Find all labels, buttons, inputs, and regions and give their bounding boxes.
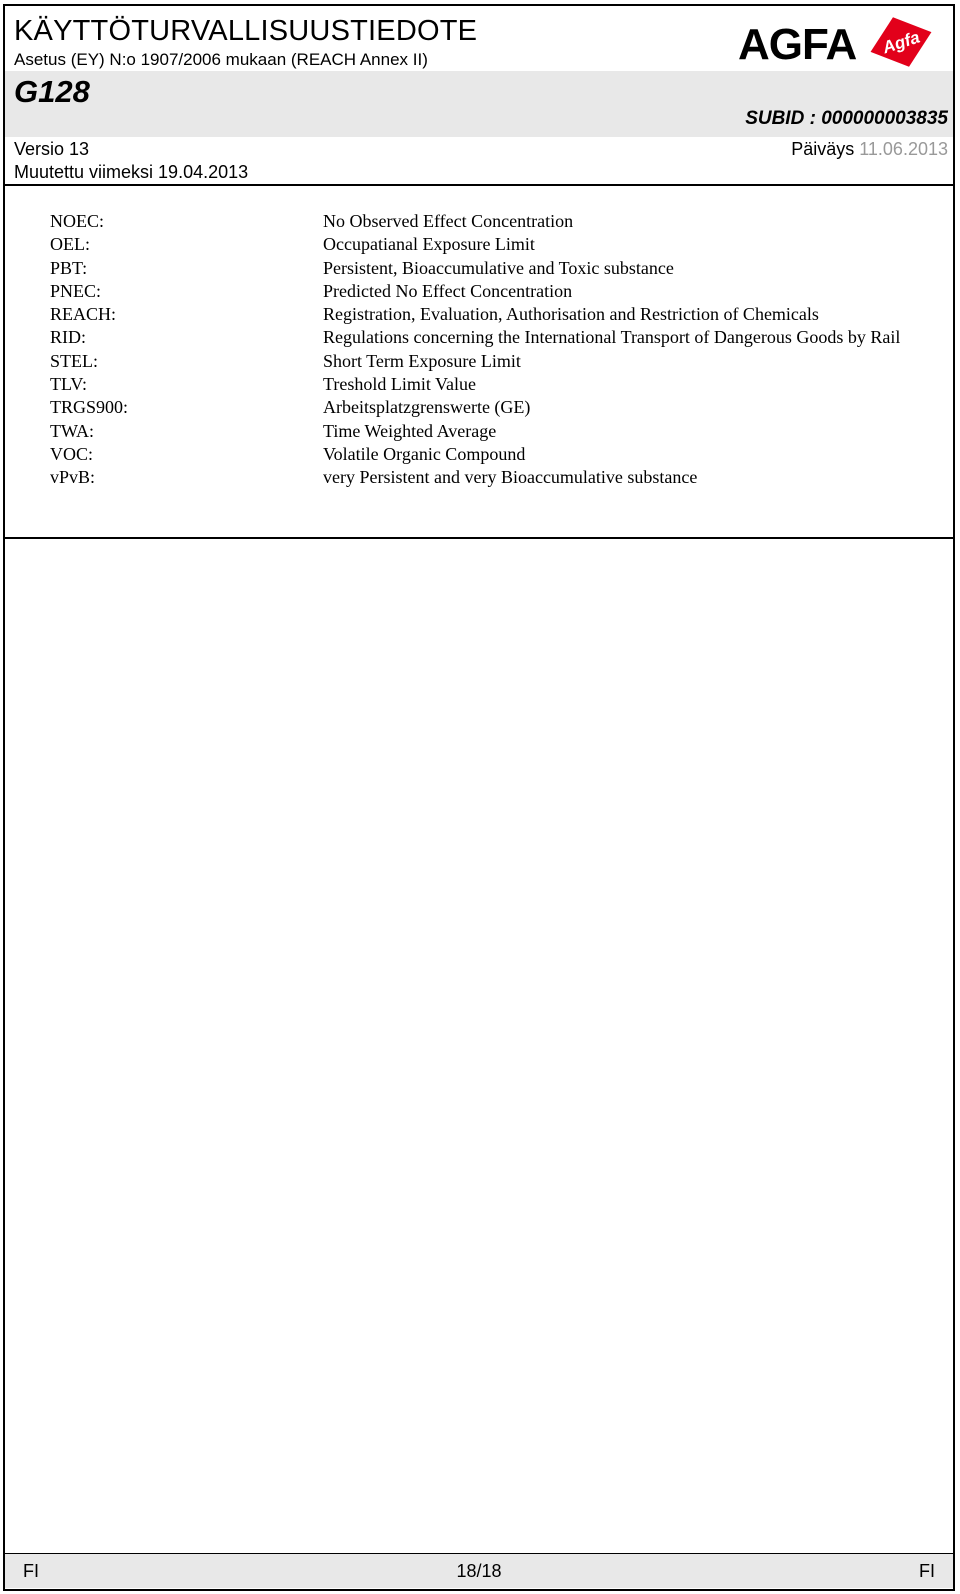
date-caption: Päiväys bbox=[791, 139, 855, 159]
abbreviation-glossary bbox=[50, 210, 940, 490]
page-footer bbox=[5, 1553, 953, 1588]
glossary-term: PBT: bbox=[50, 257, 88, 278]
glossary-definition: Occupatianal Exposure Limit bbox=[323, 234, 535, 255]
product-code: G128 bbox=[14, 74, 90, 109]
footer-language-right: FI bbox=[919, 1561, 935, 1581]
revised-label: Muutettu viimeksi 19.04.2013 bbox=[14, 162, 249, 182]
glossary-row bbox=[50, 326, 940, 349]
agfa-badge-text: Agfa bbox=[880, 27, 923, 58]
glossary-row bbox=[50, 233, 940, 256]
glossary-definition: No Observed Effect Concentration bbox=[323, 211, 574, 231]
date-label bbox=[791, 138, 948, 161]
glossary-row bbox=[50, 466, 940, 489]
glossary-row bbox=[50, 210, 940, 233]
glossary-definition: Arbeitsplatzgrenswerte (GE) bbox=[323, 397, 531, 418]
glossary-term: RID: bbox=[50, 327, 86, 348]
glossary-row bbox=[50, 373, 940, 396]
glossary-row bbox=[50, 443, 940, 466]
glossary-term: REACH: bbox=[50, 304, 117, 325]
footer-language-left: FI bbox=[23, 1561, 39, 1581]
agfa-logo bbox=[738, 14, 948, 70]
glossary-term: STEL: bbox=[50, 350, 98, 371]
footer-page-number: 18/18 bbox=[456, 1561, 502, 1581]
glossary-term: VOC: bbox=[50, 443, 94, 464]
header-divider bbox=[5, 184, 953, 186]
document-subtitle: Asetus (EY) N:o 1907/2006 mukaan (REACH Annex II) bbox=[14, 50, 428, 69]
glossary-row bbox=[50, 396, 940, 419]
glossary-row bbox=[50, 303, 940, 326]
glossary-row bbox=[50, 350, 940, 373]
glossary-row bbox=[50, 280, 940, 303]
glossary-term: NOEC: bbox=[50, 211, 104, 231]
glossary-term: TWA: bbox=[50, 420, 94, 441]
agfa-logo-text: AGFA bbox=[738, 20, 857, 69]
glossary-term: TLV: bbox=[50, 374, 88, 395]
glossary-term: vPvB: bbox=[50, 467, 96, 488]
glossary-term: OEL: bbox=[50, 234, 90, 255]
glossary-definition: Short Term Exposure Limit bbox=[323, 350, 521, 371]
document-title: KÄYTTÖTURVALLISUUSTIEDOTE bbox=[14, 15, 478, 47]
content-divider bbox=[5, 537, 953, 539]
glossary-definition: Predicted No Effect Concentration bbox=[323, 280, 573, 301]
version-label: Versio 13 bbox=[14, 139, 90, 159]
glossary-definition: Time Weighted Average bbox=[323, 420, 497, 441]
subid-label: SUBID : 000000003835 bbox=[745, 108, 948, 129]
date-value: 11.06.2013 bbox=[859, 139, 948, 159]
glossary-definition: Registration, Evaluation, Authorisation and Restriction of Chemicals bbox=[323, 304, 819, 325]
glossary-term: PNEC: bbox=[50, 280, 102, 301]
glossary-definition: Treshold Limit Value bbox=[323, 374, 477, 395]
glossary-definition: Regulations concerning the International Transport of Dangerous Goods by Rail bbox=[323, 327, 901, 348]
glossary-definition: very Persistent and very Bioaccumulative substance bbox=[323, 467, 698, 488]
glossary-row bbox=[50, 420, 940, 443]
glossary-definition: Persistent, Bioaccumulative and Toxic substance bbox=[323, 257, 674, 278]
glossary-row bbox=[50, 257, 940, 280]
glossary-term: TRGS900: bbox=[50, 397, 129, 418]
glossary-definition: Volatile Organic Compound bbox=[323, 443, 526, 464]
